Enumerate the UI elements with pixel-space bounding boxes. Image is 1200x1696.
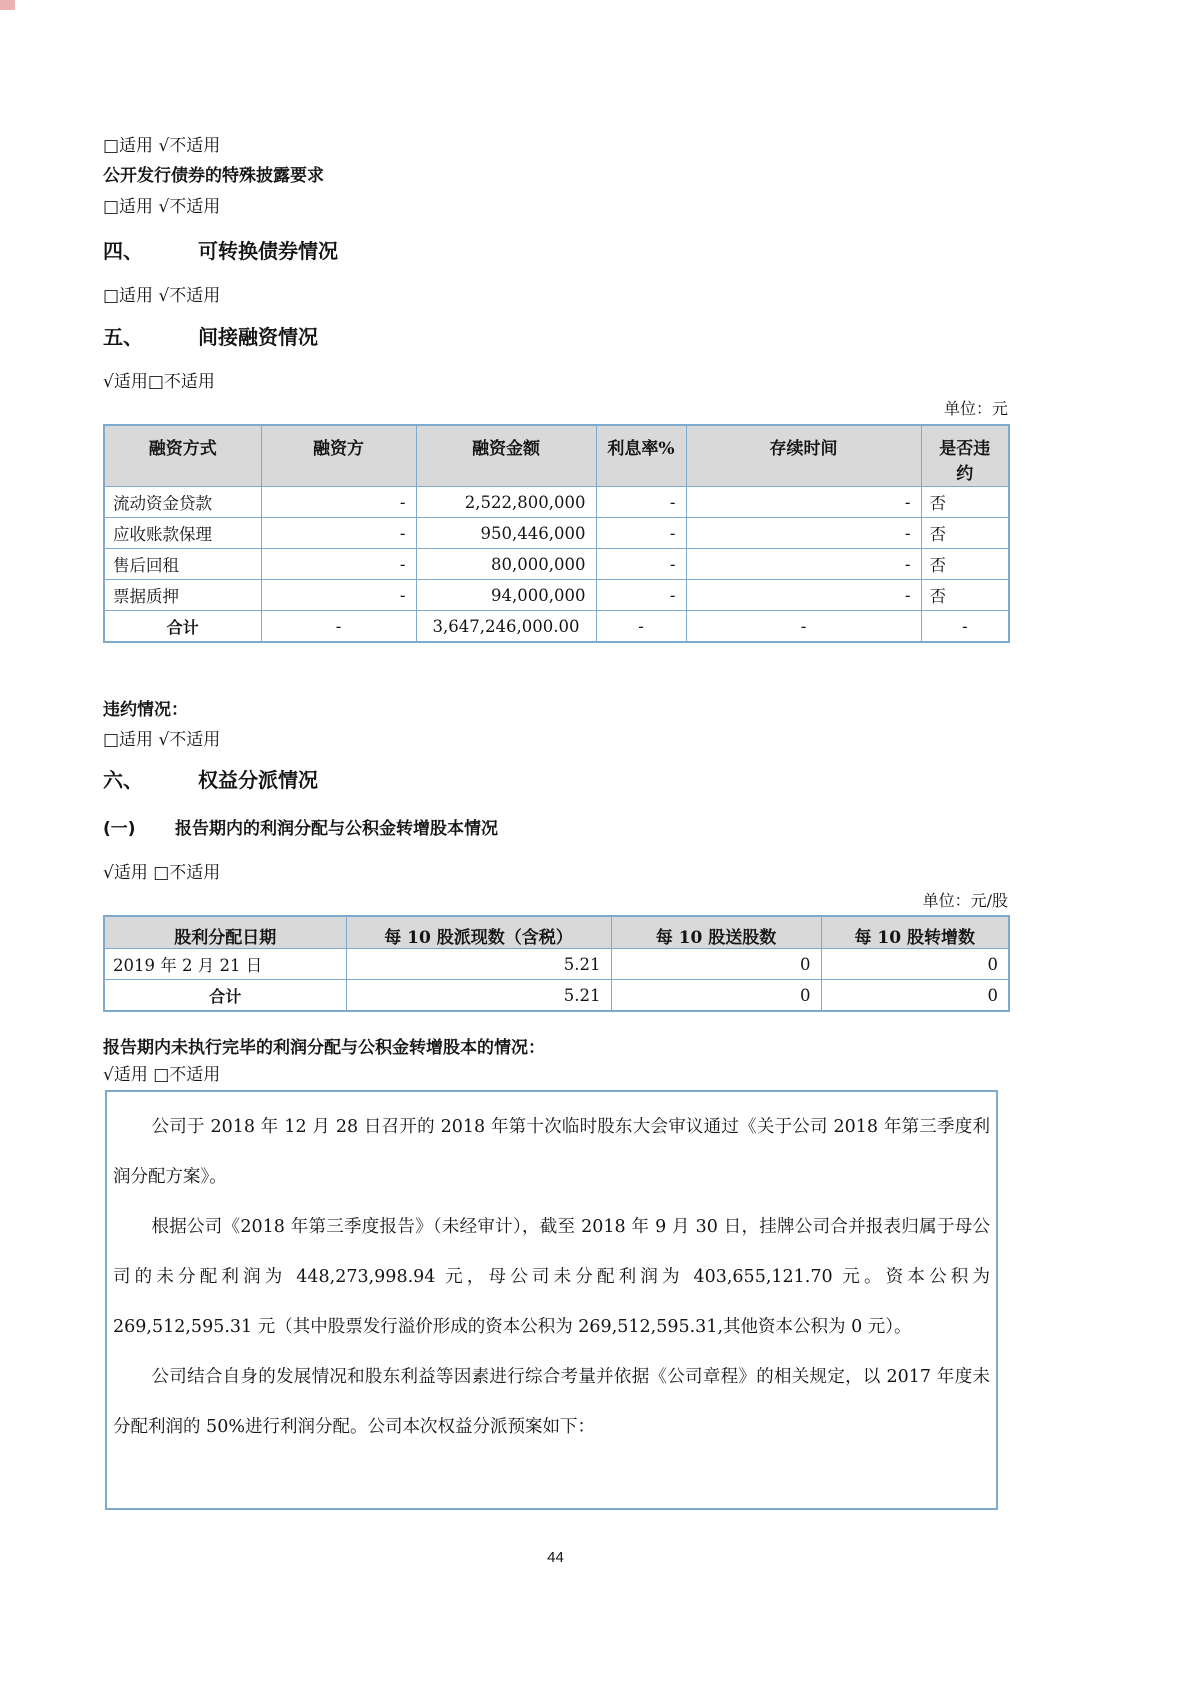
table-cell: 5.21 bbox=[346, 980, 611, 1012]
unfinished-distribution-title: 报告期内未执行完毕的利润分配与公积金转增股本的情况： bbox=[103, 1038, 545, 1058]
table-cell: - bbox=[261, 518, 416, 549]
col-header: 融资方式 bbox=[104, 425, 261, 487]
table-cell: - bbox=[261, 580, 416, 611]
page-content bbox=[103, 0, 1008, 1568]
applicable-line: √适用 □不适用 bbox=[103, 863, 221, 883]
unit-label: 单位：元/股 bbox=[922, 891, 1008, 910]
table-row bbox=[104, 549, 1009, 580]
applicable-line: □适用 √不适用 bbox=[103, 730, 221, 750]
page-number: 44 bbox=[547, 1549, 564, 1566]
table-cell: - bbox=[686, 549, 921, 580]
table-cell: - bbox=[261, 487, 416, 518]
default-status-title: 违约情况： bbox=[103, 700, 188, 720]
applicable-line: √适用 □不适用 bbox=[103, 1065, 221, 1085]
table-cell: 5.21 bbox=[346, 949, 611, 980]
unit-label: 单位：元 bbox=[943, 399, 1008, 418]
total-label-cell: 合计 bbox=[104, 611, 261, 643]
table-header-row bbox=[104, 916, 1009, 949]
table-cell: - bbox=[261, 549, 416, 580]
col-header: 融资金额 bbox=[416, 425, 596, 487]
table-cell: - bbox=[686, 518, 921, 549]
table-cell: 应收账款保理 bbox=[104, 518, 261, 549]
table-row bbox=[104, 487, 1009, 518]
page-corner-mark bbox=[0, 0, 15, 10]
table-cell: 流动资金贷款 bbox=[104, 487, 261, 518]
table-total-row bbox=[104, 611, 1009, 643]
applicable-line: □适用 √不适用 bbox=[103, 286, 221, 306]
section-5-heading bbox=[103, 322, 1008, 352]
total-label-cell: 合计 bbox=[104, 980, 346, 1012]
indirect-financing-table bbox=[103, 424, 1010, 643]
applicable-line: √适用□不适用 bbox=[103, 372, 215, 392]
subsection-number: (一) bbox=[103, 819, 136, 839]
table-header-row bbox=[104, 425, 1009, 487]
section-number: 四、 bbox=[103, 239, 143, 263]
note-paragraph: 根据公司《2018 年第三季度报告》（未经审计），截至 2018 年 9 月 30 日，挂牌公司合并报表归属于母公司的未分配利润为 448,273,998.94 元，母公司未分配利润为 403,655,121.70 元。资本公积为 269,512,595.31 元（其中股票发行溢价形成的资本公积为 269,512,595.31,其他资本公积为 0 元）。 bbox=[113, 1217, 990, 1337]
table-cell: 否 bbox=[921, 580, 1009, 611]
subsection-title: 报告期内的利润分配与公积金转增股本情况 bbox=[175, 819, 498, 839]
col-header: 存续时间 bbox=[686, 425, 921, 487]
table-total-row bbox=[104, 980, 1009, 1012]
table-cell: - bbox=[261, 611, 416, 643]
bond-special-disclosure-title: 公开发行债券的特殊披露要求 bbox=[103, 166, 324, 186]
table-cell: - bbox=[596, 518, 686, 549]
table-cell: 否 bbox=[921, 487, 1009, 518]
section-title: 可转换债券情况 bbox=[198, 239, 338, 263]
section-title: 间接融资情况 bbox=[198, 325, 318, 349]
note-paragraph: 公司结合自身的发展情况和股东利益等因素进行综合考量并依据《公司章程》的相关规定，以 2017 年度未分配利润的 50%进行利润分配。公司本次权益分派预案如下： bbox=[113, 1367, 990, 1437]
table-cell: 2,522,800,000 bbox=[416, 487, 596, 518]
table-cell: 80,000,000 bbox=[416, 549, 596, 580]
table-cell: - bbox=[596, 611, 686, 643]
col-header: 每 10 股派现数（含税） bbox=[346, 916, 611, 949]
table-cell: 否 bbox=[921, 518, 1009, 549]
col-header: 是否违约 bbox=[921, 425, 1009, 487]
table-cell: 2019 年 2 月 21 日 bbox=[104, 949, 346, 980]
table-cell: - bbox=[686, 611, 921, 643]
table-cell: 0 bbox=[611, 949, 821, 980]
table-cell: - bbox=[686, 580, 921, 611]
applicable-line: □适用 √不适用 bbox=[103, 197, 221, 217]
table-cell: 0 bbox=[611, 980, 821, 1012]
table-cell: - bbox=[596, 549, 686, 580]
distribution-note-box bbox=[105, 1090, 998, 1510]
col-header: 每 10 股送股数 bbox=[611, 916, 821, 949]
table-cell: - bbox=[686, 487, 921, 518]
section-number: 五、 bbox=[103, 325, 143, 349]
table-cell: 售后回租 bbox=[104, 549, 261, 580]
table-cell: - bbox=[596, 487, 686, 518]
table-row bbox=[104, 580, 1009, 611]
col-header: 利息率% bbox=[596, 425, 686, 487]
table-cell: 950,446,000 bbox=[416, 518, 596, 549]
section-6-heading bbox=[103, 765, 1008, 795]
table-row bbox=[104, 949, 1009, 980]
table-cell: 0 bbox=[821, 949, 1009, 980]
table-cell: 票据质押 bbox=[104, 580, 261, 611]
section-6-1-heading bbox=[103, 816, 1008, 842]
table-row bbox=[104, 518, 1009, 549]
table-cell: 0 bbox=[821, 980, 1009, 1012]
table-cell: - bbox=[921, 611, 1009, 643]
table-cell: 94,000,000 bbox=[416, 580, 596, 611]
col-header: 每 10 股转增数 bbox=[821, 916, 1009, 949]
col-header: 股利分配日期 bbox=[104, 916, 346, 949]
section-title: 权益分派情况 bbox=[198, 768, 318, 792]
dividend-table bbox=[103, 915, 1010, 1012]
table-cell: 否 bbox=[921, 549, 1009, 580]
applicable-line: □适用 √不适用 bbox=[103, 136, 221, 156]
col-header: 融资方 bbox=[261, 425, 416, 487]
table-cell: 3,647,246,000.00 bbox=[416, 611, 596, 643]
table-cell: - bbox=[596, 580, 686, 611]
section-4-heading bbox=[103, 236, 1008, 266]
section-number: 六、 bbox=[103, 768, 143, 792]
note-paragraph: 公司于 2018 年 12 月 28 日召开的 2018 年第十次临时股东大会审议通过《关于公司 2018 年第三季度利润分配方案》。 bbox=[113, 1117, 990, 1187]
